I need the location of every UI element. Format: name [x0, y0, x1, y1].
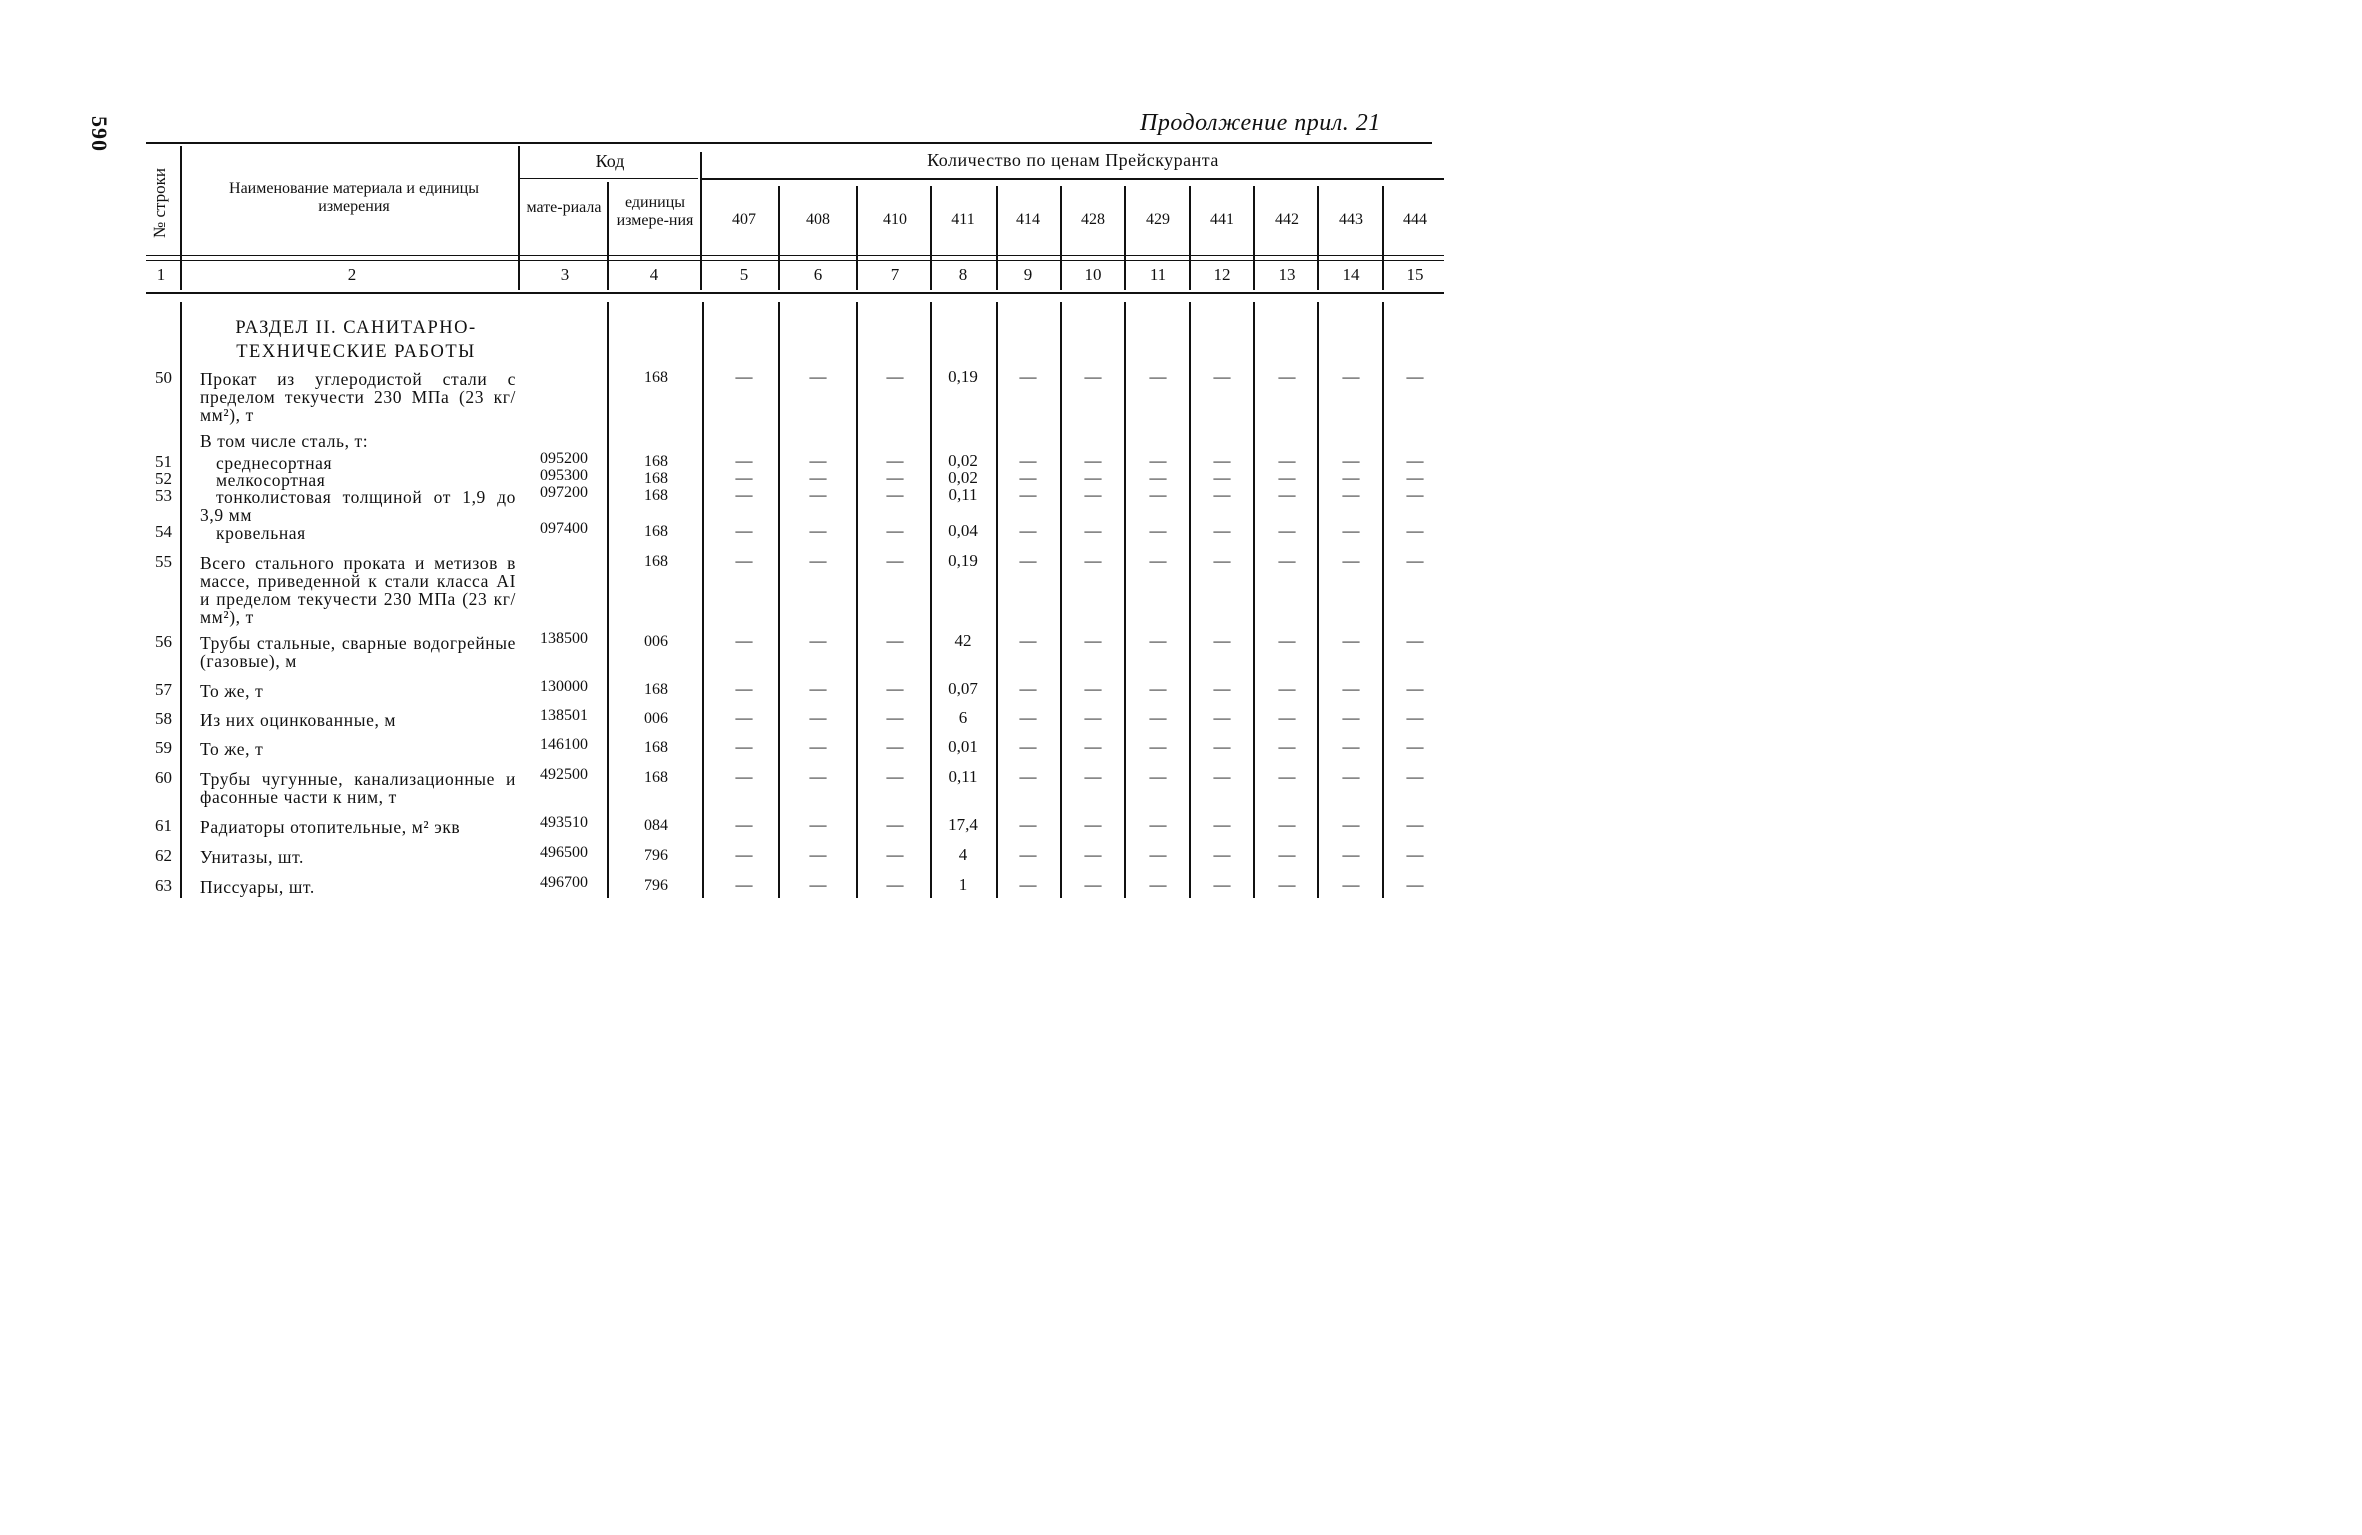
unit-code: 168 [644, 769, 668, 786]
empty-dash: — [1084, 485, 1102, 504]
column-divider [1382, 186, 1384, 290]
row-number: 60 [155, 768, 172, 787]
material-name: Трубы чугунные, канализационные и фасонные части к ним, т [200, 769, 516, 807]
material-code: 095300 [540, 467, 588, 484]
empty-dash: — [886, 631, 904, 650]
unit-code: 006 [644, 633, 668, 650]
subheading: В том числе сталь, т: [200, 431, 369, 451]
empty-dash: — [735, 451, 753, 470]
empty-dash: — [1149, 815, 1167, 834]
empty-dash: — [1342, 367, 1360, 386]
quantity-411: 0,04 [948, 521, 978, 540]
material-name: среднесортная [216, 453, 333, 473]
empty-dash: — [735, 521, 753, 540]
code-header: Код [595, 151, 625, 171]
quantity-411: 0,01 [948, 737, 978, 756]
empty-dash: — [886, 451, 904, 470]
price-list-header: 442 [1275, 211, 1299, 228]
row-number: 62 [155, 846, 172, 865]
empty-dash: — [886, 468, 904, 487]
empty-dash: — [1213, 485, 1231, 504]
empty-dash: — [735, 845, 753, 864]
empty-dash: — [1342, 485, 1360, 504]
unit-code: 168 [644, 453, 668, 470]
empty-dash: — [809, 767, 827, 786]
column-divider [1253, 186, 1255, 290]
quantity-header: Количество по ценам Прейскуранта [927, 150, 1219, 170]
column-number: 15 [1406, 265, 1424, 284]
empty-dash: — [809, 468, 827, 487]
material-code: 097200 [540, 484, 588, 501]
empty-dash: — [886, 767, 904, 786]
empty-dash: — [1213, 631, 1231, 650]
material-code: 496700 [540, 874, 588, 891]
empty-dash: — [809, 631, 827, 650]
empty-dash: — [1019, 845, 1037, 864]
empty-dash: — [1406, 468, 1424, 487]
empty-dash: — [1084, 875, 1102, 894]
unit-code: 168 [644, 470, 668, 487]
empty-dash: — [1278, 468, 1296, 487]
section-title: РАЗДЕЛ II. САНИТАРНО-ТЕХНИЧЕСКИЕ РАБОТЫ [235, 318, 477, 362]
empty-dash: — [1278, 679, 1296, 698]
column-divider [856, 302, 858, 898]
empty-dash: — [1342, 767, 1360, 786]
column-number: 14 [1342, 265, 1360, 284]
empty-dash: — [1149, 631, 1167, 650]
price-list-header: 444 [1403, 211, 1427, 228]
quantity-411: 0,19 [948, 367, 978, 386]
code-material-header: мате-риала [526, 199, 602, 216]
row-number: 50 [155, 368, 172, 387]
empty-dash: — [1149, 551, 1167, 570]
empty-dash: — [1213, 767, 1231, 786]
material-code: 138501 [540, 707, 588, 724]
empty-dash: — [1342, 875, 1360, 894]
material-name: мелкосортная [216, 470, 326, 490]
empty-dash: — [1278, 521, 1296, 540]
empty-dash: — [735, 551, 753, 570]
empty-dash: — [1342, 815, 1360, 834]
empty-dash: — [886, 367, 904, 386]
empty-dash: — [886, 845, 904, 864]
empty-dash: — [886, 875, 904, 894]
quantity-411: 42 [954, 631, 972, 650]
price-list-header: 429 [1146, 211, 1170, 228]
column-divider [856, 186, 858, 290]
empty-dash: — [1149, 845, 1167, 864]
price-list-header: 414 [1016, 211, 1040, 228]
material-code: 138500 [540, 630, 588, 647]
column-divider [1124, 186, 1126, 290]
empty-dash: — [1149, 485, 1167, 504]
row-number: 57 [155, 680, 172, 699]
quantity-411: 6 [958, 708, 968, 727]
empty-dash: — [1278, 845, 1296, 864]
empty-dash: — [1019, 737, 1037, 756]
empty-dash: — [1278, 875, 1296, 894]
material-name: тонколистовая толщиной от 1,9 до 3,9 мм [200, 487, 516, 525]
column-divider [930, 302, 932, 898]
empty-dash: — [1406, 679, 1424, 698]
empty-dash: — [1213, 708, 1231, 727]
column-number: 3 [560, 265, 570, 284]
empty-dash: — [1019, 451, 1037, 470]
empty-dash: — [735, 367, 753, 386]
empty-dash: — [1084, 708, 1102, 727]
column-divider [1253, 302, 1255, 898]
column-number: 8 [958, 265, 968, 284]
empty-dash: — [735, 767, 753, 786]
column-number: 13 [1278, 265, 1296, 284]
column-number: 11 [1149, 265, 1167, 284]
material-name: Всего стального проката и метизов в массе, приведенной к стали класса AI и пределом текучести 230 МПа (23 кг/мм²), т [200, 553, 516, 627]
quantity-411: 0,11 [948, 767, 978, 786]
column-number: 12 [1213, 265, 1231, 284]
empty-dash: — [1406, 367, 1424, 386]
empty-dash: — [1406, 551, 1424, 570]
empty-dash: — [886, 485, 904, 504]
empty-dash: — [735, 875, 753, 894]
empty-dash: — [1406, 631, 1424, 650]
empty-dash: — [1213, 367, 1231, 386]
column-number: 2 [347, 265, 357, 284]
material-name: Трубы стальные, сварные водогрейные (газовые), м [200, 633, 516, 671]
material-name: То же, т [200, 739, 264, 759]
empty-dash: — [809, 875, 827, 894]
empty-dash: — [1406, 737, 1424, 756]
material-code: 146100 [540, 736, 588, 753]
empty-dash: — [1278, 767, 1296, 786]
empty-dash: — [1213, 679, 1231, 698]
column-divider [1189, 186, 1191, 290]
column-divider [778, 302, 780, 898]
empty-dash: — [1406, 521, 1424, 540]
empty-dash: — [1213, 815, 1231, 834]
empty-dash: — [1342, 551, 1360, 570]
row-number: 52 [155, 469, 172, 488]
empty-dash: — [1149, 521, 1167, 540]
empty-dash: — [735, 468, 753, 487]
material-code: 493510 [540, 814, 588, 831]
price-list-header: 410 [883, 211, 907, 228]
empty-dash: — [809, 815, 827, 834]
empty-dash: — [1213, 551, 1231, 570]
empty-dash: — [886, 815, 904, 834]
page-number: 590 [87, 116, 112, 152]
empty-dash: — [1149, 767, 1167, 786]
column-divider [996, 186, 998, 290]
row-number: 54 [155, 522, 172, 541]
empty-dash: — [1406, 875, 1424, 894]
empty-dash: — [809, 451, 827, 470]
empty-dash: — [1019, 815, 1037, 834]
row-number: 58 [155, 709, 172, 728]
column-divider [1317, 186, 1319, 290]
empty-dash: — [1084, 767, 1102, 786]
empty-dash: — [1278, 451, 1296, 470]
empty-dash: — [1084, 631, 1102, 650]
empty-dash: — [1084, 451, 1102, 470]
material-code: 095200 [540, 450, 588, 467]
empty-dash: — [886, 708, 904, 727]
quantity-411: 0,02 [948, 468, 978, 487]
unit-code: 084 [644, 817, 668, 834]
empty-dash: — [1342, 631, 1360, 650]
unit-code: 796 [644, 877, 668, 894]
column-divider [1317, 302, 1319, 898]
quantity-411: 17,4 [948, 815, 978, 834]
material-name: Радиаторы отопительные, м² экв [200, 817, 461, 837]
empty-dash: — [1213, 737, 1231, 756]
empty-dash: — [1406, 767, 1424, 786]
empty-dash: — [1149, 367, 1167, 386]
empty-dash: — [1342, 521, 1360, 540]
material-code: 492500 [540, 766, 588, 783]
column-number: 4 [649, 265, 659, 284]
empty-dash: — [1019, 679, 1037, 698]
empty-dash: — [1019, 875, 1037, 894]
empty-dash: — [1084, 551, 1102, 570]
empty-dash: — [1084, 845, 1102, 864]
empty-dash: — [1278, 367, 1296, 386]
empty-dash: — [886, 737, 904, 756]
empty-dash: — [735, 815, 753, 834]
name-header: Наименование материала и единицы измерения [229, 180, 479, 215]
empty-dash: — [886, 551, 904, 570]
column-divider [930, 186, 932, 290]
empty-dash: — [1342, 708, 1360, 727]
empty-dash: — [1213, 468, 1231, 487]
unit-code: 168 [644, 739, 668, 756]
empty-dash: — [886, 679, 904, 698]
quantity-411: 0,02 [948, 451, 978, 470]
empty-dash: — [1278, 708, 1296, 727]
empty-dash: — [1342, 679, 1360, 698]
quantity-411: 1 [958, 875, 968, 894]
row-number: 55 [155, 552, 172, 571]
material-name: Унитазы, шт. [200, 847, 305, 867]
price-list-header: 428 [1081, 211, 1105, 228]
quantity-411: 4 [958, 845, 968, 864]
column-number: 7 [890, 265, 900, 284]
empty-dash: — [809, 485, 827, 504]
price-list-header: 441 [1210, 211, 1234, 228]
unit-code: 168 [644, 487, 668, 504]
quantity-411: 0,19 [948, 551, 978, 570]
column-number: 1 [156, 265, 166, 284]
material-name: кровельная [216, 523, 306, 543]
quantity-411: 0,11 [948, 485, 978, 504]
empty-dash: — [735, 631, 753, 650]
price-list-header: 411 [951, 211, 975, 228]
column-number: 9 [1023, 265, 1033, 284]
empty-dash: — [1406, 845, 1424, 864]
empty-dash: — [1084, 737, 1102, 756]
empty-dash: — [1406, 485, 1424, 504]
empty-dash: — [809, 845, 827, 864]
row-number: 59 [155, 738, 172, 757]
empty-dash: — [735, 737, 753, 756]
empty-dash: — [1213, 845, 1231, 864]
empty-dash: — [1084, 815, 1102, 834]
empty-dash: — [1149, 708, 1167, 727]
column-divider [1382, 302, 1384, 898]
price-list-header: 408 [806, 211, 830, 228]
row-number: 56 [155, 632, 172, 651]
row-number: 63 [155, 876, 172, 895]
code-unit-header: единицы измере-ния [616, 194, 694, 229]
empty-dash: — [1278, 485, 1296, 504]
row-number: 61 [155, 816, 172, 835]
empty-dash: — [1342, 845, 1360, 864]
material-code: 130000 [540, 678, 588, 695]
empty-dash: — [1278, 737, 1296, 756]
material-name: Из них оцинкованные, м [200, 710, 397, 730]
row-number-header: № строки [150, 167, 169, 238]
empty-dash: — [1278, 551, 1296, 570]
empty-dash: — [1019, 551, 1037, 570]
empty-dash: — [1342, 451, 1360, 470]
empty-dash: — [1149, 737, 1167, 756]
empty-dash: — [1149, 679, 1167, 698]
material-name: Прокат из углеродистой стали с пределом текучести 230 МПа (23 кг/мм²), т [200, 369, 516, 425]
empty-dash: — [1084, 468, 1102, 487]
empty-dash: — [809, 679, 827, 698]
column-divider [1060, 302, 1062, 898]
material-code: 496500 [540, 844, 588, 861]
empty-dash: — [809, 367, 827, 386]
empty-dash: — [1019, 767, 1037, 786]
row-number: 53 [155, 486, 172, 505]
empty-dash: — [1019, 485, 1037, 504]
empty-dash: — [1019, 468, 1037, 487]
empty-dash: — [809, 521, 827, 540]
row-number: 51 [155, 452, 172, 471]
material-name: Писсуары, шт. [200, 877, 315, 897]
empty-dash: — [1406, 708, 1424, 727]
empty-dash: — [1342, 737, 1360, 756]
price-list-header: 443 [1339, 211, 1363, 228]
column-divider [1060, 186, 1062, 290]
unit-code: 168 [644, 369, 668, 386]
empty-dash: — [1406, 815, 1424, 834]
material-code: 097400 [540, 520, 588, 537]
empty-dash: — [1213, 875, 1231, 894]
empty-dash: — [1213, 451, 1231, 470]
column-number: 10 [1084, 265, 1102, 284]
empty-dash: — [1278, 815, 1296, 834]
column-divider [1124, 302, 1126, 898]
empty-dash: — [809, 737, 827, 756]
unit-code: 168 [644, 523, 668, 540]
unit-code: 168 [644, 553, 668, 570]
empty-dash: — [1149, 468, 1167, 487]
column-number: 6 [813, 265, 823, 284]
column-divider [778, 186, 780, 290]
empty-dash: — [809, 708, 827, 727]
column-number: 5 [739, 265, 749, 284]
empty-dash: — [1342, 468, 1360, 487]
unit-code: 006 [644, 710, 668, 727]
empty-dash: — [735, 679, 753, 698]
empty-dash: — [1019, 367, 1037, 386]
empty-dash: — [1084, 679, 1102, 698]
empty-dash: — [1084, 521, 1102, 540]
empty-dash: — [1406, 451, 1424, 470]
empty-dash: — [1019, 521, 1037, 540]
unit-code: 796 [644, 847, 668, 864]
price-list-header: 407 [732, 211, 756, 228]
empty-dash: — [1213, 521, 1231, 540]
empty-dash: — [735, 485, 753, 504]
quantity-411: 0,07 [948, 679, 978, 698]
continuation-caption: Продолжение прил. 21 [1140, 110, 1381, 136]
empty-dash: — [735, 708, 753, 727]
empty-dash: — [1149, 451, 1167, 470]
column-divider [1189, 302, 1191, 898]
empty-dash: — [809, 551, 827, 570]
empty-dash: — [1019, 631, 1037, 650]
empty-dash: — [1019, 708, 1037, 727]
unit-code: 168 [644, 681, 668, 698]
empty-dash: — [1149, 875, 1167, 894]
empty-dash: — [1278, 631, 1296, 650]
empty-dash: — [886, 521, 904, 540]
column-divider [996, 302, 998, 898]
material-name: То же, т [200, 681, 264, 701]
empty-dash: — [1084, 367, 1102, 386]
